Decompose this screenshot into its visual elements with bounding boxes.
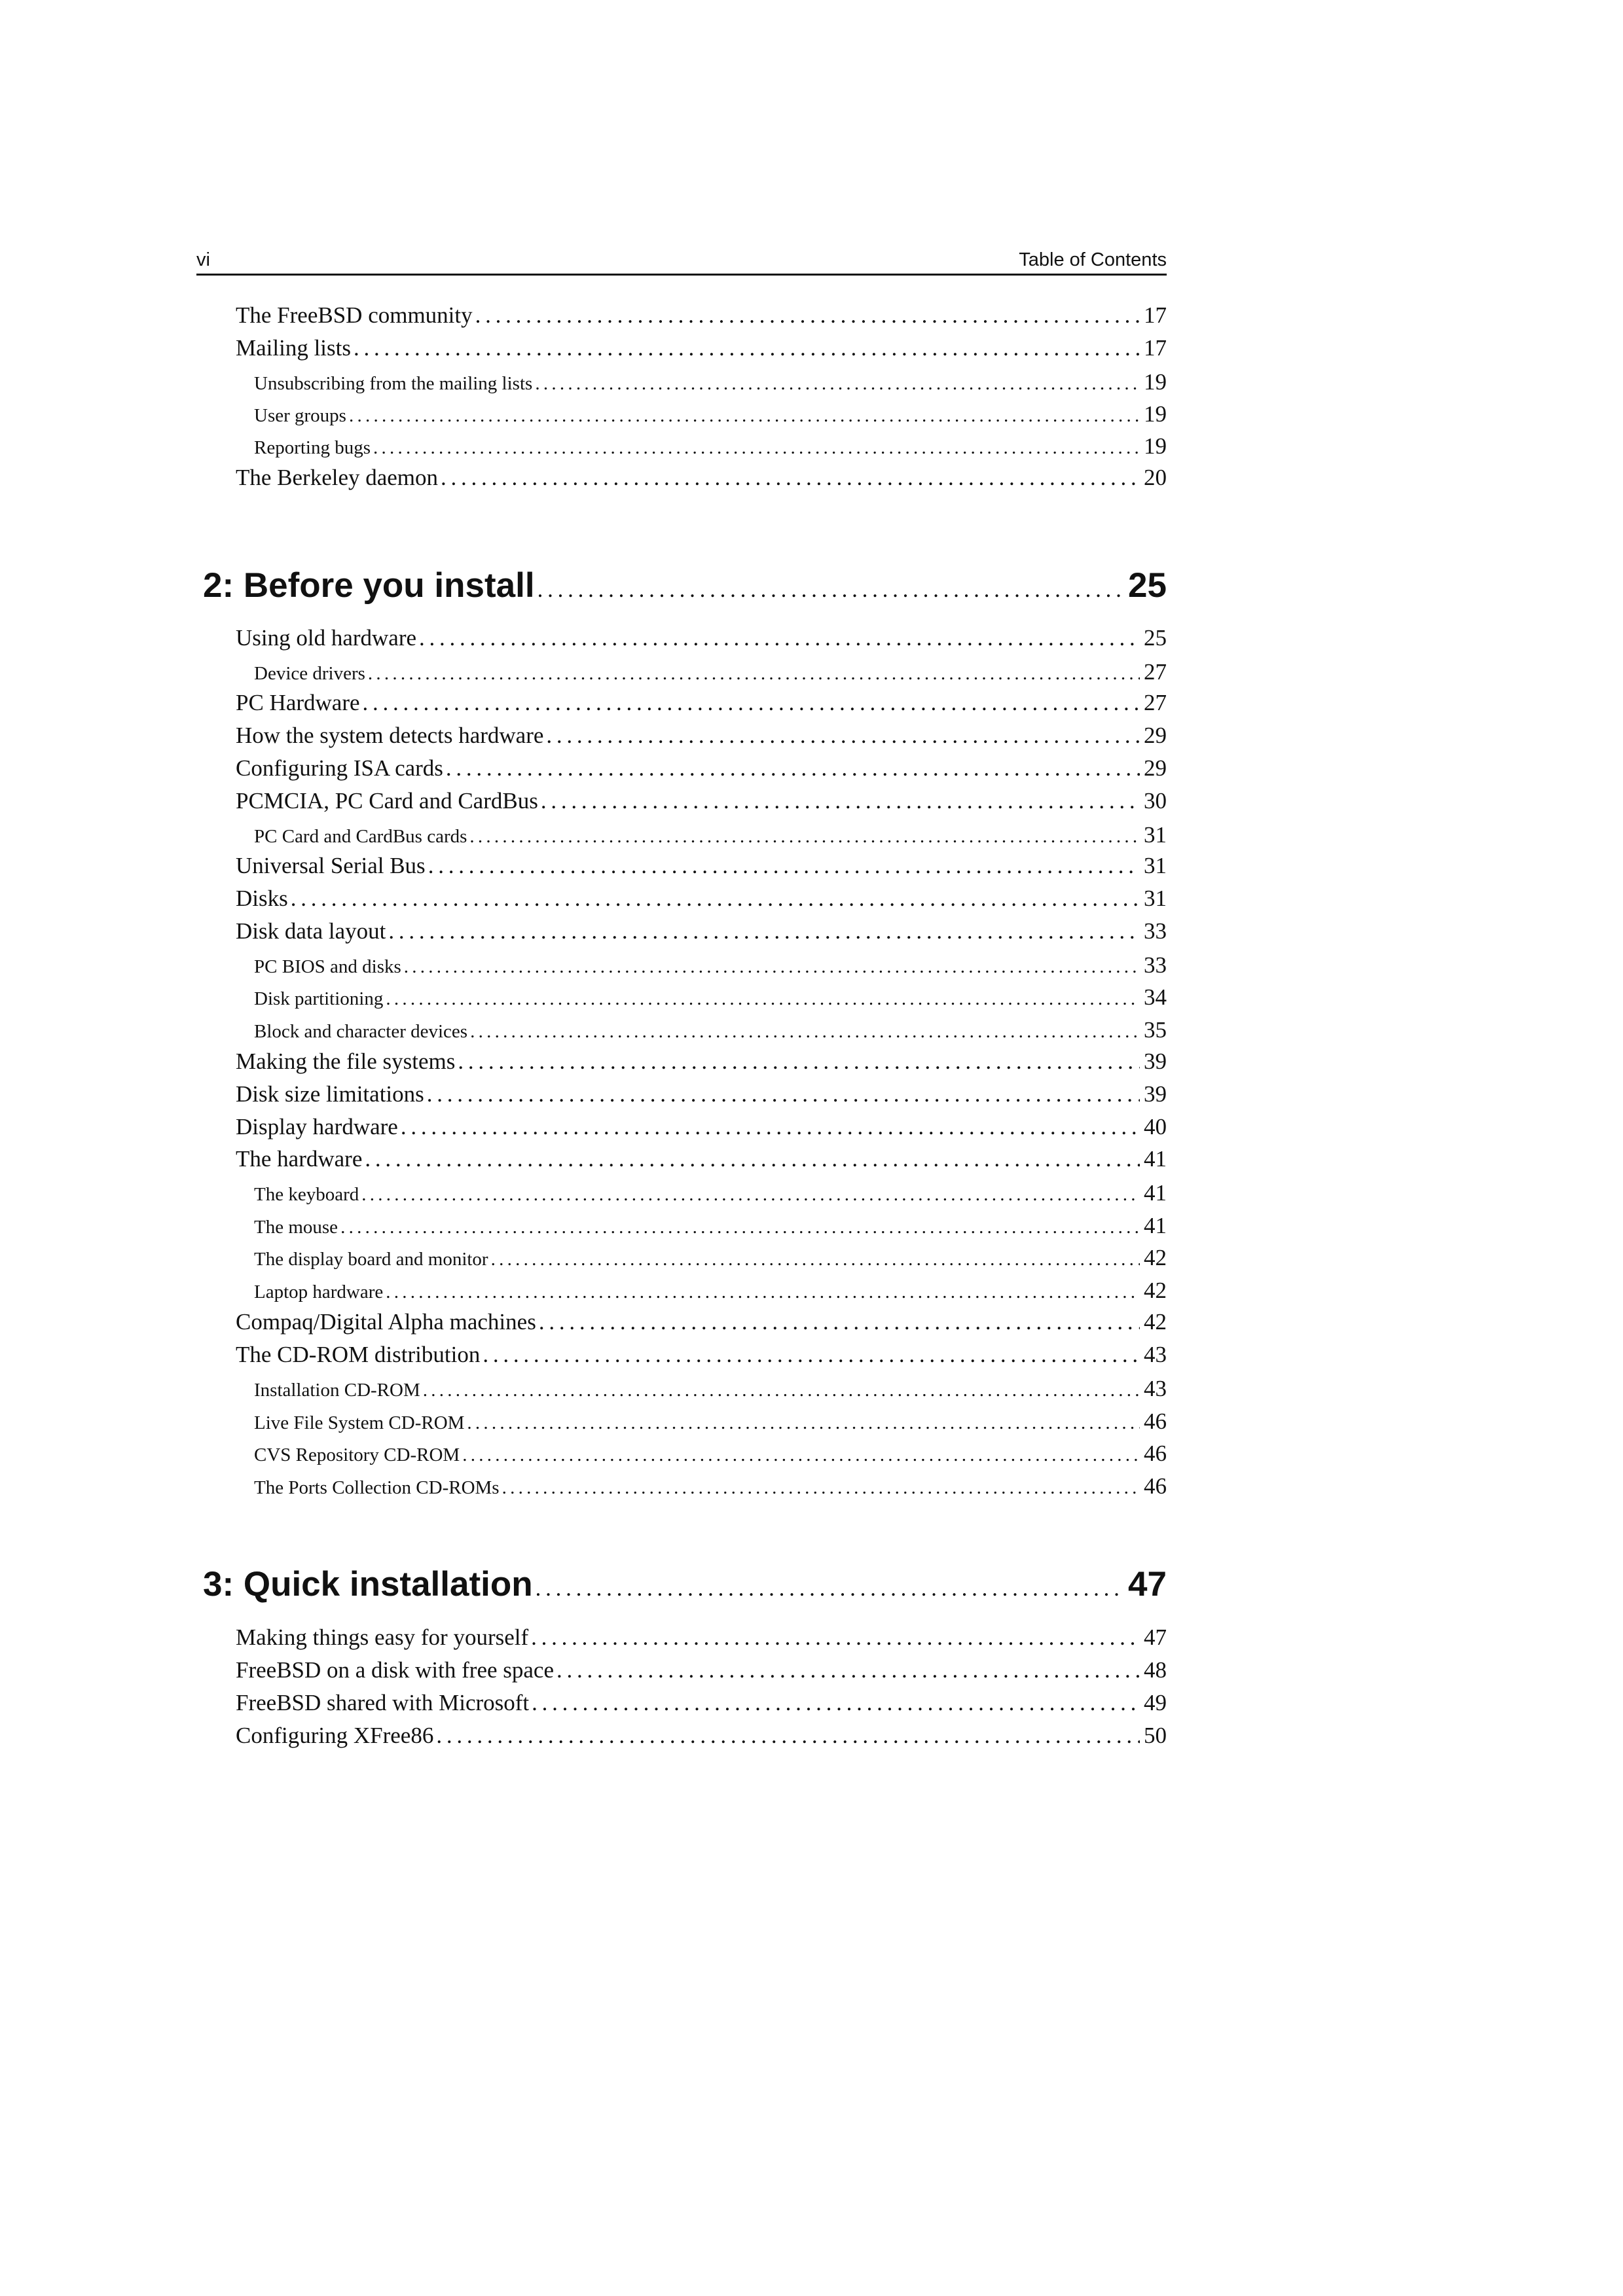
toc-subentry[interactable] — [254, 1408, 1167, 1440]
toc-entry-page: 27 — [1144, 659, 1167, 685]
toc-entry-title: Configuring ISA cards — [236, 755, 443, 781]
toc-entry-title: PC Hardware — [236, 690, 360, 715]
toc-entry-title: Disk data layout — [236, 918, 386, 944]
toc-entry-title: The hardware — [236, 1146, 363, 1172]
toc-entry-title: Compaq/Digital Alpha machines — [236, 1309, 536, 1335]
toc-entry[interactable] — [236, 853, 1167, 886]
chapter-title: 3: Quick installation — [203, 1565, 533, 1604]
toc-entry-page: 42 — [1144, 1278, 1167, 1303]
toc-entry-title: PCMCIA, PC Card and CardBus — [236, 788, 538, 814]
toc-entry[interactable] — [236, 1114, 1167, 1147]
toc-entry-page: 31 — [1144, 822, 1167, 848]
toc-entry-page: 46 — [1144, 1408, 1167, 1434]
toc-entry-page: 40 — [1144, 1114, 1167, 1139]
toc-entry[interactable] — [236, 1657, 1167, 1690]
toc-entry-title: Disk partitioning — [254, 988, 384, 1009]
toc-subentry[interactable] — [254, 369, 1167, 401]
toc-entry-page: 41 — [1144, 1180, 1167, 1206]
toc-entry-title: Universal Serial Bus — [236, 853, 426, 878]
toc-entry-title: How the system detects hardware — [236, 723, 544, 748]
toc-subentry[interactable] — [254, 984, 1167, 1016]
toc-entry[interactable] — [236, 690, 1167, 723]
toc-entry-title: Reporting bugs — [254, 437, 371, 458]
chapter-page: 47 — [1128, 1565, 1167, 1604]
toc-entry-page: 42 — [1144, 1309, 1167, 1335]
toc-entry-title: PC BIOS and disks — [254, 956, 401, 977]
toc-subentry[interactable] — [254, 1245, 1167, 1276]
toc-entry[interactable] — [236, 1342, 1167, 1374]
toc-entry-title: Device drivers — [254, 663, 365, 684]
toc-entry-title: Disk size limitations — [236, 1081, 424, 1107]
toc-entry-page: 29 — [1144, 755, 1167, 781]
toc-entry-page: 20 — [1144, 465, 1167, 490]
toc-entry-title: Making things easy for yourself — [236, 1624, 529, 1650]
toc-entry-page: 31 — [1144, 886, 1167, 911]
toc-entry-title: Making the file systems — [236, 1049, 456, 1074]
toc-entry-page: 43 — [1144, 1376, 1167, 1401]
toc-chapter-heading[interactable] — [203, 565, 1167, 618]
toc-subentry[interactable] — [254, 822, 1167, 853]
toc-entry-page: 27 — [1144, 690, 1167, 715]
toc-subentry[interactable] — [254, 1473, 1167, 1505]
toc-entry[interactable] — [236, 788, 1167, 821]
toc-entry[interactable] — [236, 1049, 1167, 1081]
toc-entry-page: 19 — [1144, 401, 1167, 427]
toc-entry-page: 41 — [1144, 1213, 1167, 1238]
toc-entry-title: Installation CD-ROM — [254, 1380, 420, 1401]
toc-entry-page: 25 — [1144, 625, 1167, 651]
toc-entry-page: 43 — [1144, 1342, 1167, 1367]
toc-entry-title: The display board and monitor — [254, 1249, 488, 1270]
toc-subentry[interactable] — [254, 401, 1167, 433]
toc-entry[interactable] — [236, 723, 1167, 755]
toc-entry-title: Block and character devices — [254, 1021, 468, 1042]
toc-subentry[interactable] — [254, 1180, 1167, 1211]
page-folio: vi — [196, 249, 210, 270]
toc-subentry[interactable] — [254, 952, 1167, 984]
toc-entry[interactable] — [236, 1723, 1167, 1755]
toc-entry-title: Configuring XFree86 — [236, 1723, 434, 1748]
toc-subentry[interactable] — [254, 1441, 1167, 1472]
toc-entry-page: 31 — [1144, 853, 1167, 878]
toc-entry-page: 42 — [1144, 1245, 1167, 1270]
toc-entry[interactable] — [236, 1081, 1167, 1114]
toc-subentry[interactable] — [254, 1278, 1167, 1309]
toc-entry-title: Using old hardware — [236, 625, 417, 651]
toc-entry[interactable] — [236, 918, 1167, 951]
toc-entry-title: FreeBSD on a disk with free space — [236, 1657, 554, 1683]
toc-entry-page: 35 — [1144, 1017, 1167, 1043]
table-of-contents — [203, 0, 1167, 2296]
toc-entry[interactable] — [236, 335, 1167, 368]
toc-entry-page: 39 — [1144, 1049, 1167, 1074]
toc-entry-title: The mouse — [254, 1217, 338, 1238]
toc-subentry[interactable] — [254, 659, 1167, 691]
toc-entry[interactable] — [236, 1624, 1167, 1657]
toc-entry-title: Disks — [236, 886, 288, 911]
toc-subentry[interactable] — [254, 1017, 1167, 1049]
toc-entry-page: 46 — [1144, 1441, 1167, 1466]
toc-entry-title: FreeBSD shared with Microsoft — [236, 1690, 530, 1715]
toc-subentry[interactable] — [254, 1376, 1167, 1407]
toc-entry-title: Live File System CD-ROM — [254, 1412, 465, 1433]
toc-entry-page: 47 — [1144, 1624, 1167, 1650]
toc-entry[interactable] — [236, 755, 1167, 788]
toc-entry[interactable] — [236, 625, 1167, 658]
toc-entry-page: 46 — [1144, 1473, 1167, 1499]
toc-entry[interactable] — [236, 886, 1167, 918]
toc-entry-page: 33 — [1144, 918, 1167, 944]
toc-entry-page: 19 — [1144, 433, 1167, 459]
toc-entry-page: 33 — [1144, 952, 1167, 978]
toc-entry-page: 17 — [1144, 302, 1167, 328]
toc-entry-title: CVS Repository CD-ROM — [254, 1444, 460, 1465]
toc-subentry[interactable] — [254, 433, 1167, 465]
toc-entry-title: The Berkeley daemon — [236, 465, 439, 490]
chapter-title: 2: Before you install — [203, 566, 535, 605]
toc-entry-page: 30 — [1144, 788, 1167, 814]
toc-entry-title: The FreeBSD community — [236, 302, 473, 328]
toc-entry[interactable] — [236, 302, 1167, 335]
toc-entry-page: 39 — [1144, 1081, 1167, 1107]
toc-entry-page: 49 — [1144, 1690, 1167, 1715]
chapter-page: 25 — [1128, 566, 1167, 605]
toc-entry-title: Laptop hardware — [254, 1282, 384, 1302]
toc-entry-title: The keyboard — [254, 1184, 359, 1205]
toc-entry[interactable] — [236, 465, 1167, 497]
toc-entry-title: The CD-ROM distribution — [236, 1342, 481, 1367]
toc-entry-title: Mailing lists — [236, 335, 351, 361]
toc-entry-title: The Ports Collection CD-ROMs — [254, 1477, 500, 1498]
toc-entry-page: 48 — [1144, 1657, 1167, 1683]
toc-entry[interactable] — [236, 1309, 1167, 1342]
toc-entry[interactable] — [236, 1146, 1167, 1179]
toc-subentry[interactable] — [254, 1213, 1167, 1244]
toc-entry-page: 50 — [1144, 1723, 1167, 1748]
toc-entry[interactable] — [236, 1690, 1167, 1723]
toc-entry-page: 19 — [1144, 369, 1167, 395]
running-title: Table of Contents — [1019, 249, 1167, 270]
toc-entry-title: User groups — [254, 405, 346, 426]
toc-chapter-heading[interactable] — [203, 1564, 1167, 1617]
toc-entry-title: Display hardware — [236, 1114, 398, 1139]
toc-entry-title: PC Card and CardBus cards — [254, 826, 467, 847]
toc-entry-page: 41 — [1144, 1146, 1167, 1172]
toc-entry-title: Unsubscribing from the mailing lists — [254, 373, 533, 394]
toc-entry-page: 34 — [1144, 984, 1167, 1010]
toc-entry-page: 17 — [1144, 335, 1167, 361]
toc-entry-page: 29 — [1144, 723, 1167, 748]
